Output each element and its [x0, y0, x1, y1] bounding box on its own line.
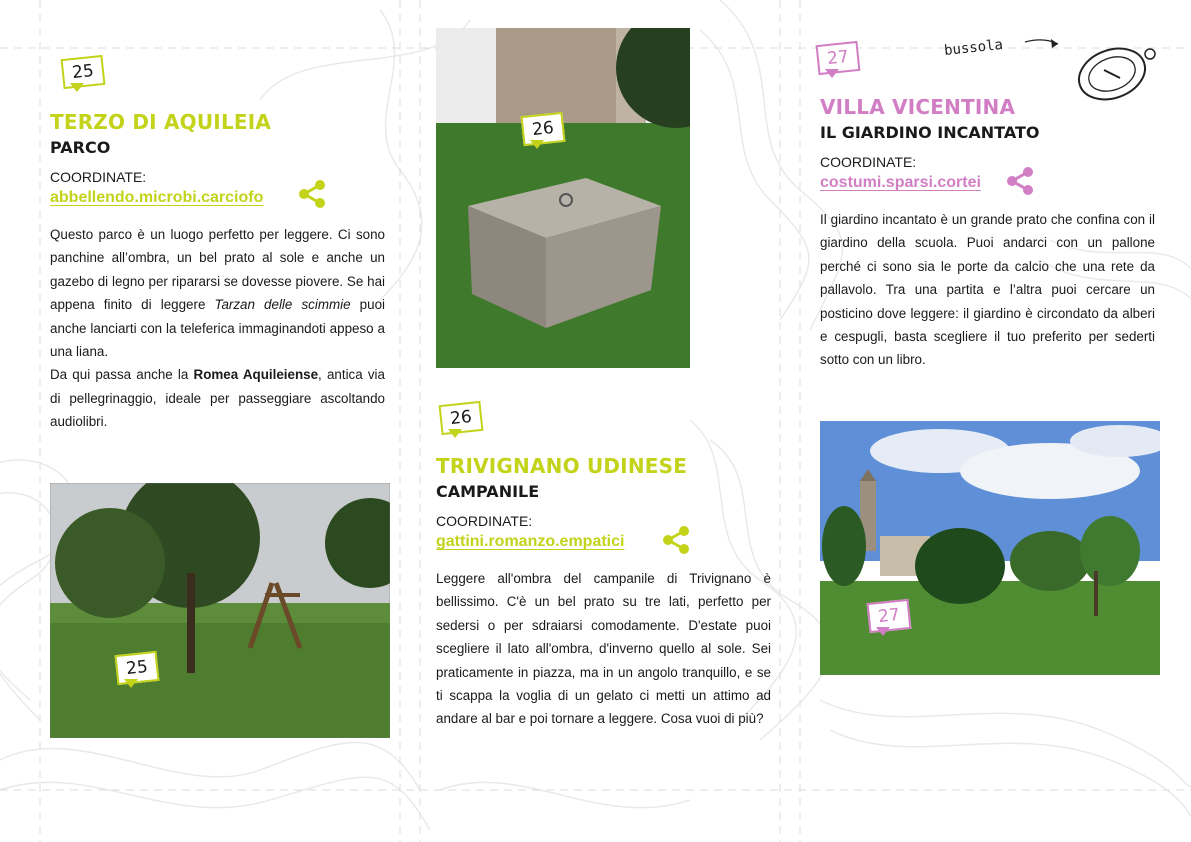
coordinates-label: COORDINATE:: [50, 169, 147, 185]
share-icon[interactable]: [662, 526, 690, 554]
place-type: PARCO: [50, 138, 111, 157]
pin-number: 25: [61, 55, 106, 89]
photo-pin-27: 27: [868, 601, 910, 639]
place-type: CAMPANILE: [436, 482, 540, 501]
description: Il giardino incantato è un grande prato che confina con il giardino della scuola. Puoi andarci con un pallone perché ci sono sia le porte da calcio che una rete da pallavolo. Tra una partita e l’altra puoi cercare un posticino dove leggere: il giardino è circondato da alberi e cespugli, basta scegliere il tuo preferito per sederti sotto con un libro.: [820, 212, 1155, 368]
place-type: IL GIARDINO INCANTATO: [820, 123, 1040, 142]
description: Leggere all'ombra del campanile di Trivignano è bellissimo. C'è un bel prato su tre lati, perfetto per sedersi o per sdraiarsi comodamente. D'estate puoi scegliere il lato all'ombra, d'inverno quello al sole. Sei praticamente in piazza, ma in un angolo tranquillo, e se ti scappa la voglia di un gelato ci metti un attimo ad andare al bar e poi tornare a leggere. Cosa vuoi di più?: [436, 571, 771, 727]
entry-terzo-di-aquileia: [50, 110, 385, 434]
compass-icon: [1020, 34, 1170, 104]
book-title: Tarzan delle scimmie: [214, 297, 351, 313]
place-title: TERZO DI AQUILEIA: [50, 110, 272, 134]
photo-pin-26: 26: [522, 114, 564, 152]
coordinates-label: COORDINATE:: [436, 513, 533, 529]
entry-villa-vicentina: [820, 95, 1155, 372]
photo-pin-25: 25: [116, 653, 158, 691]
doodle-label: bussola: [943, 36, 1004, 60]
share-icon[interactable]: [1006, 167, 1034, 195]
coordinates-link[interactable]: costumi.sparsi.cortei: [820, 174, 981, 191]
location-pin-25: [62, 57, 104, 95]
photo-campanile: [436, 28, 690, 368]
photo-park: [50, 483, 390, 738]
pin-number: 27: [816, 41, 861, 75]
photo-garden: [820, 421, 1160, 675]
entry-trivignano-udinese: [436, 454, 771, 731]
place-title: TRIVIGNANO UDINESE: [436, 454, 688, 478]
coordinates-label: COORDINATE:: [820, 154, 917, 170]
pin-number: 26: [439, 401, 484, 435]
place-title: VILLA VICENTINA: [820, 95, 1016, 119]
share-icon[interactable]: [298, 180, 326, 208]
location-pin-26: [440, 403, 482, 441]
location-pin-27: [817, 43, 859, 81]
description: Questo parco è un luogo perfetto per leggere. Ci sono panchine all’ombra, un bel prato al sole e anche un gazebo di legno per ripararsi se dovesse piovere. Se hai appena finito di leggere Tarzan delle scimmie puoi anche lanciarti con la teleferica immaginandoti appeso a una liana. Da qui passa anche la Romea Aquileiense, antica via di pellegrinaggio, ideale per passeggiare ascoltando audiolibri.: [50, 227, 385, 430]
route-name: Romea Aquileiense: [193, 367, 319, 383]
coordinates-link[interactable]: gattini.romanzo.empatici: [436, 533, 625, 550]
coordinates-link[interactable]: abbellendo.microbi.carciofo: [50, 189, 264, 206]
